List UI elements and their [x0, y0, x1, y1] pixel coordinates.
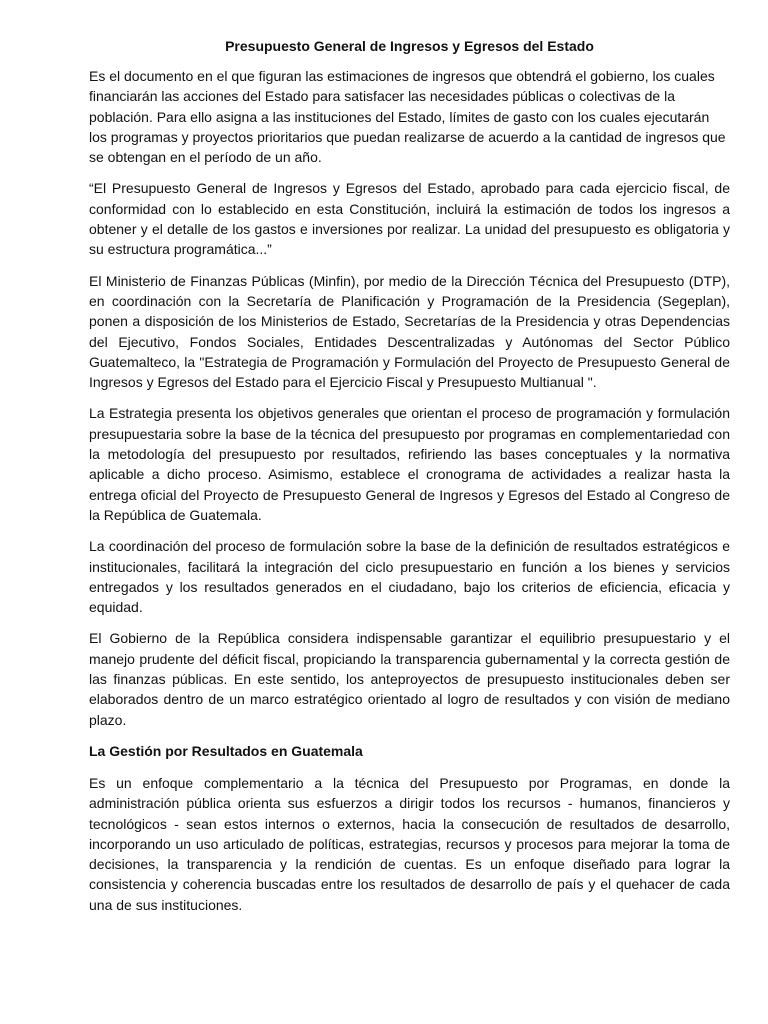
paragraph-definition: Es el documento en el que figuran las estimaciones de ingresos que obtendrá el gobierno, los cuales financiarán las acciones del Estado para satisfacer las necesidades públicas o colectivas de la población. Para ello asigna a las instituciones del Estado, límites de gasto con los cuales ejecutarán los programas y proyectos prioritarios que puedan realizarse de acuerdo a la cantidad de ingresos que se obtengan en el período de un año.	[89, 68, 726, 166]
paragraph-gobierno: El Gobierno de la República considera indispensable garantizar el equilibrio presupuestario y el manejo prudente del déficit fiscal, propiciando la transparencia gubernamental y la correcta gestión de las finanzas públicas. En este sentido, los anteproyectos de presupuesto institucionales deben ser elaborados dentro de un marco estratégico orientado al logro de resultados y con visión de mediano plazo.	[89, 630, 730, 728]
section-heading-gestion: La Gestión por Resultados en Guatemala	[89, 742, 363, 759]
paragraph-gestion-resultados: Es un enfoque complementario a la técnica del Presupuesto por Programas, en donde la administración pública orienta sus esfuerzos a dirigir todos los recursos - humanos, financieros y tecnológicos - sean estos internos o externos, hacia la consecución de resultados de desarrollo, incorporando un uso articulado de políticas, estrategias, recursos y procesos para mejorar la toma de decisiones, la transparencia y la rendición de cuentas. Es un enfoque diseñado para lograr la consistencia y coherencia buscadas entre los resultados de desarrollo de país y el quehacer de cada una de sus instituciones.	[89, 774, 730, 913]
paragraph-estrategia: La Estrategia presenta los objetivos generales que orientan el proceso de programación y formulación presupuestaria sobre la base de la técnica del presupuesto por programas en complementariedad con la metodología del presupuesto por resultados, refiriendo las bases conceptuales y la normativa aplicable a dicho proceso. Asimismo, establece el cronograma de actividades a realizar hasta la entrega oficial del Proyecto de Presupuesto General de Ingresos y Egresos del Estado al Congreso de la República de Guatemala.	[89, 405, 730, 523]
paragraph-minfin: El Ministerio de Finanzas Públicas (Minfin), por medio de la Dirección Técnica del Presupuesto (DTP), en coordinación con la Secretaría de Planificación y Programación de la Presidencia (Segeplan), ponen a disposición de los Ministerios de Estado, Secretarías de la Presidencia y otras Dependencias del Ejecutivo, Fondos Sociales, Entidades Descentralizadas y Autónomas del Sector Público Guatemalteco, la "Estrategia de Programación y Formulación del Proyecto de Presupuesto General de Ingresos y Egresos del Estado para el Ejercicio Fiscal y Presupuesto Multianual ".	[89, 272, 730, 391]
page-title: Presupuesto General de Ingresos y Egresos del Estado	[225, 38, 594, 54]
paragraph-coordinacion: La coordinación del proceso de formulación sobre la base de la definición de resultados estratégicos e institucionales, facilitará la integración del ciclo presupuestario en función a los bienes y servicios entregados y los resultados generados en el ciudadano, bajo los criterios de eficiencia, eficacia y equidad.	[89, 538, 730, 616]
document-page	[89, 36, 730, 926]
paragraph-constitution-quote: “El Presupuesto General de Ingresos y Egresos del Estado, aprobado para cada ejercicio fiscal, de conformidad con lo establecido en esta Constitución, incluirá la estimación de todos los ingresos a obtener y el detalle de los gastos e inversiones por realizar. La unidad del presupuesto es obligatoria y su estructura programática...”	[89, 180, 730, 258]
